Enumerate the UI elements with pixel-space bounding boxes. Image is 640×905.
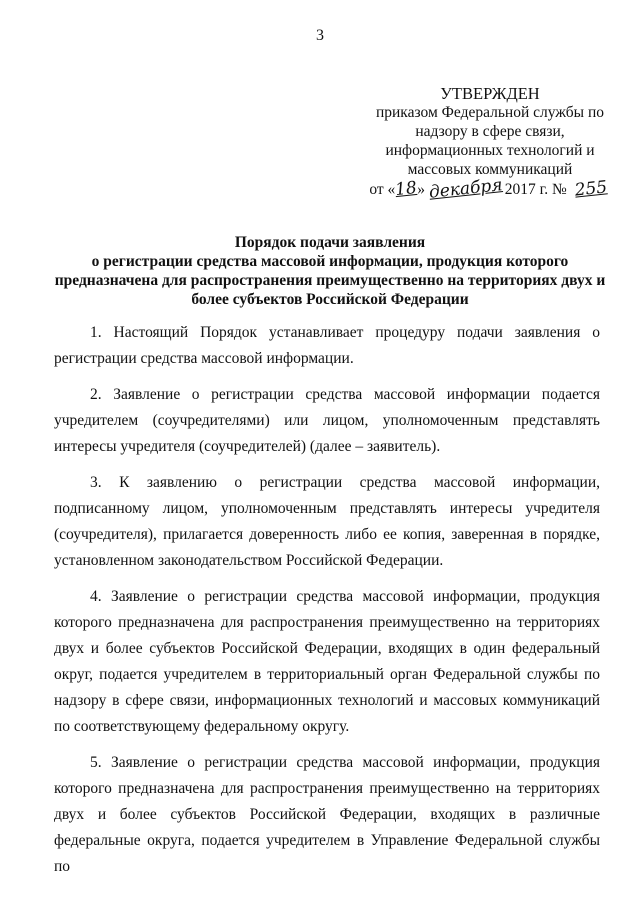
approval-line: информационных технологий и xyxy=(385,142,595,159)
date-mid: » xyxy=(417,181,429,198)
handwritten-order-number: 255 xyxy=(573,177,608,201)
document-body xyxy=(54,320,600,890)
approval-date-line xyxy=(365,175,615,203)
title-line: Порядок подачи заявления xyxy=(234,234,426,251)
approval-block xyxy=(365,84,615,203)
approval-line: надзору в сфере связи, xyxy=(415,123,565,140)
date-year: 2017 г. № xyxy=(500,181,567,198)
title-line: предназначена для распространения преимущественно на территориях двух и xyxy=(54,272,606,289)
paragraph-5: 5. Заявление о регистрации средства массовой информации, продукция которого предназначена для распространения преимущественно на территориях двух и более субъектов Российской Федерации, входящих в различные федеральные округа, подается учредителем в Управление Федеральной службы по xyxy=(54,754,600,875)
handwritten-month: декабря xyxy=(427,175,504,203)
paragraph-4: 4. Заявление о регистрации средства массовой информации, продукция которого предназначена для распространения преимущественно на территориях двух и более субъектов Российской Федерации, входящих в один федеральный округ, подается учредителем в территориальный орган Федеральной службы по надзору в сфере связи, информационных технологий и массовых коммуникаций по соответствующему федеральному округу. xyxy=(54,588,600,735)
date-prefix: от « xyxy=(369,181,396,198)
approval-stamp: УТВЕРЖДЕН xyxy=(440,84,540,103)
title-line: более субъектов Российской Федерации xyxy=(191,291,469,308)
paragraph-1: 1. Настоящий Порядок устанавливает процедуру подачи заявления о регистрации средства массовой информации. xyxy=(54,324,600,367)
handwritten-day: 18 xyxy=(394,177,419,201)
title-line: о регистрации средства массовой информации, продукция которого xyxy=(91,253,569,270)
approval-line: массовых коммуникаций xyxy=(407,161,573,178)
document-title xyxy=(40,233,620,309)
paragraph-2: 2. Заявление о регистрации средства массовой информации подается учредителем (соучредителями) или лицом, уполномоченным представлять интересы учредителя (соучредителей) (далее – заявитель). xyxy=(54,386,600,455)
page-number: 3 xyxy=(316,27,324,44)
paragraph-3: 3. К заявлению о регистрации средства массовой информации, подписанному лицом, уполномоченным представлять интересы учредителя (соучредителя), прилагается доверенность либо ее копия, заверенная в порядке, установленном законодательством Российской Федерации. xyxy=(54,474,600,569)
approval-line: приказом Федеральной службы по xyxy=(375,104,605,121)
